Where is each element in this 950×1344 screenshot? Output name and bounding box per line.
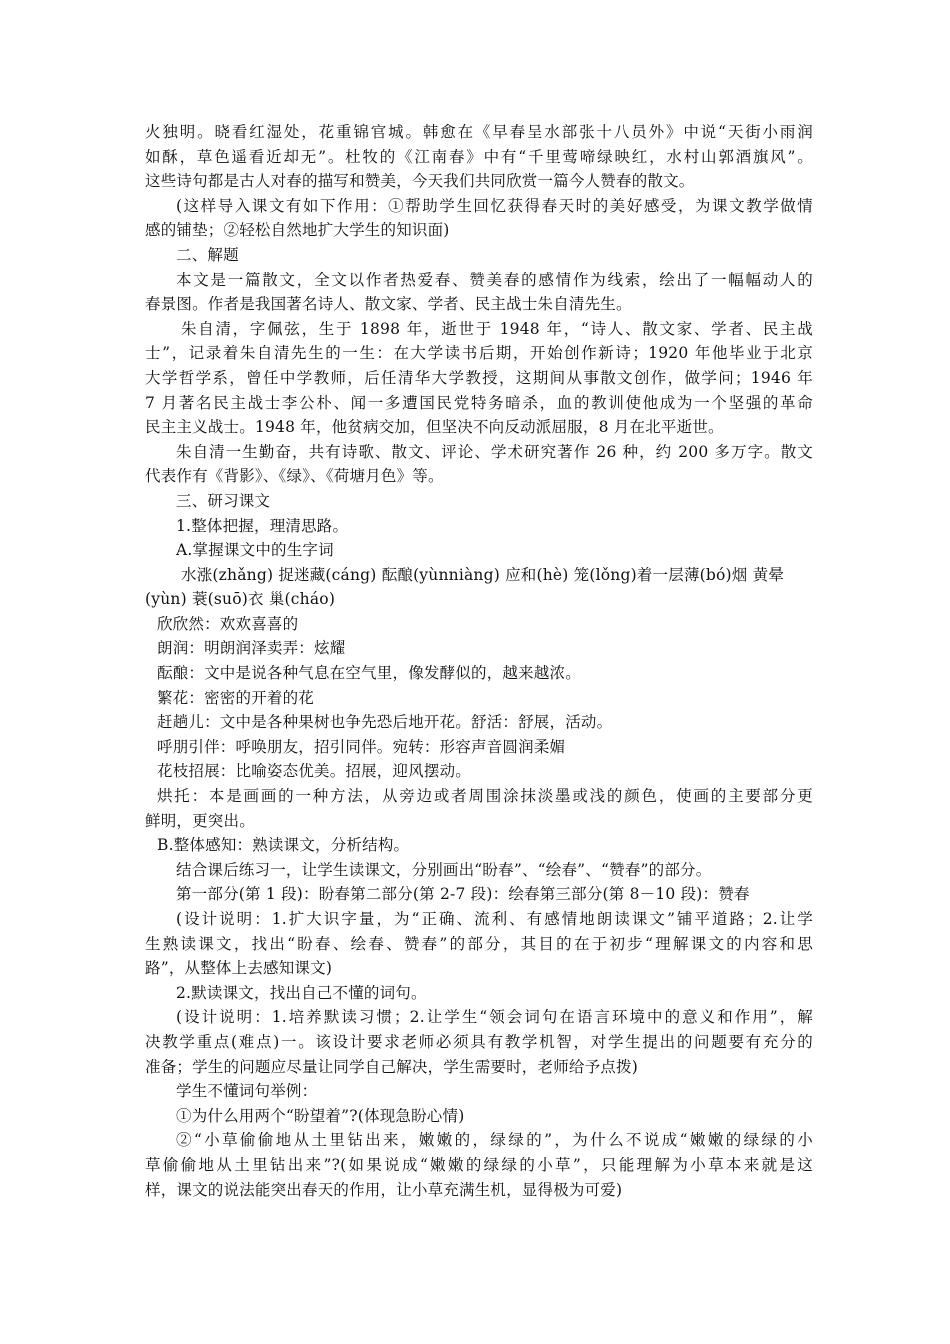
text-line: 路”，从整体上去感知课文) <box>145 959 333 978</box>
text-line: 样，课文的说法能突出春天的作用，让小草充满生机，显得极为可爱) <box>145 1180 623 1199</box>
text-line: 7 月著名民主战士李公朴、闻一多遭国民党特务暗杀，血的教训使他成为一个坚强的革命 <box>145 393 813 412</box>
text-line: 三、研习课文 <box>176 491 271 510</box>
text-line: 结合课后练习一，让学生读课文，分别画出“盼春”、“绘春”、“赞春”的部分。 <box>176 860 712 879</box>
text-line: 学生不懂词句举例： <box>176 1082 318 1101</box>
text-line: 鲜明，更突出。 <box>145 811 255 830</box>
text-line: (这样导入课文有如下作用：①帮助学生回忆获得春天时的美好感受，为课文教学做情 <box>176 196 813 215</box>
text-line: 朱自清，字佩弦，生于 1898 年，逝世于 1948 年，“诗人、散文家、学者、民主战 <box>181 319 813 338</box>
text-line: 二、解题 <box>176 245 239 264</box>
text-line: B.整体感知：熟读课文，分析结构。 <box>157 836 410 855</box>
text-line: 代表作有《背影》、《绿》、《荷塘月色》等。 <box>145 467 444 486</box>
text-line: 赶趟儿：文中是各种果树也争先恐后地开花。舒活：舒展，活动。 <box>157 713 613 732</box>
text-line: 第一部分(第 1 段)：盼春第二部分(第 2-7 段)：绘春第三部分(第 8－10 段)：赞春 <box>176 885 750 904</box>
text-line: 感的铺垫；②轻松自然地扩大学生的知识面) <box>145 221 450 240</box>
text-line: 这些诗句都是古人对春的描写和赞美，今天我们共同欣赏一篇今人赞春的散文。 <box>145 172 695 191</box>
text-line: 繁花：密密的开着的花 <box>157 688 315 707</box>
text-line: 准备；学生的问题应尽量让同学自己解决，学生需要时，老师给予点拨) <box>145 1057 638 1076</box>
text-line: 如酥，草色遥看近却无”。杜牧的《江南春》中有“千里莺啼绿映红，水村山郭酒旗风”。 <box>145 147 813 166</box>
text-line: 2.默读课文，找出自己不懂的词句。 <box>176 983 427 1002</box>
text-line: 欣欣然：欢欢喜喜的 <box>157 614 299 633</box>
text-line: (设计说明：1.扩大识字量，为“正确、流利、有感情地朗读课文”铺平道路；2.让学 <box>176 910 813 928</box>
text-line: 民主主义战士。1948 年，他贫病交加，但坚决不向反动派屈服，8 月在北平逝世。 <box>145 418 724 437</box>
text-line: 烘托：本是画画的一种方法，从旁边或者周围涂抹淡墨或浅的颜色，使画的主要部分更 <box>157 787 813 806</box>
text-line: 草偷偷地从土里钻出来”?(如果说成“嫩嫩的绿绿的小草”，只能理解为小草本来就是这 <box>145 1155 813 1174</box>
text-line: 酝酿：文中是说各种气息在空气里，像发酵似的，越来越浓。 <box>157 664 581 683</box>
text-line: 花枝招展：比喻姿态优美。招展，迎风摆动。 <box>157 762 472 781</box>
text-line: 朗润：明朗润泽卖弄：炫耀 <box>157 639 346 658</box>
text-line: 水涨(zhǎng) 捉迷藏(cáng) 酝酿(yùnniàng) 应和(hè) 笼(lǒng)着一层薄(bó)烟 黄晕 <box>181 565 785 584</box>
text-line: 春景图。作者是我国著名诗人、散文家、学者、民主战士朱自清先生。 <box>145 295 632 314</box>
text-line: 大学哲学系，曾任中学教师，后任清华大学教授，这期间从事散文创作，做学问；1946 年 <box>145 368 813 387</box>
text-line: 士”，记录着朱自清先生的一生：在大学读书后期，开始创作新诗；1920 年他毕业于北京 <box>145 344 813 363</box>
text-line: 1.整体把握，理清思路。 <box>176 516 349 535</box>
text-line: ②“小草偷偷地从土里钻出来，嫩嫩的，绿绿的”，为什么不说成“嫩嫩的绿绿的小 <box>176 1131 813 1150</box>
text-line: 本文是一篇散文，全文以作者热爱春、赞美春的感情作为线索，绘出了一幅幅动人的 <box>176 270 813 289</box>
text-line: (设计说明：1.培养默读习惯；2.让学生“领会词句在语言环境中的意义和作用”，解 <box>176 1008 813 1027</box>
text-line: 决教学重点(难点)一。该设计要求老师必须具有教学机智，对学生提出的问题要有充分的 <box>145 1032 813 1051</box>
document-body <box>145 120 813 1202</box>
text-line: (yùn) 蓑(suō)衣 巢(cháo) <box>145 590 336 609</box>
text-line: 生熟读课文，找出“盼春、绘春、赞春”的部分，其目的在于初步“理解课文的内容和思 <box>145 934 813 953</box>
text-line: ①为什么用两个“盼望着”?(体现急盼心情) <box>176 1106 465 1125</box>
text-line: 呼朋引伴：呼唤朋友，招引同伴。宛转：形容声音圆润柔媚 <box>157 737 566 756</box>
text-line: A.掌握课文中的生字词 <box>176 541 334 560</box>
text-line: 火独明。晓看红湿处，花重锦官城。韩愈在《早春呈水部张十八员外》中说“天街小雨润 <box>145 123 813 141</box>
text-line: 朱自清一生勤奋，共有诗歌、散文、评论、学术研究著作 26 种，约 200 多万字。散文 <box>176 442 813 461</box>
